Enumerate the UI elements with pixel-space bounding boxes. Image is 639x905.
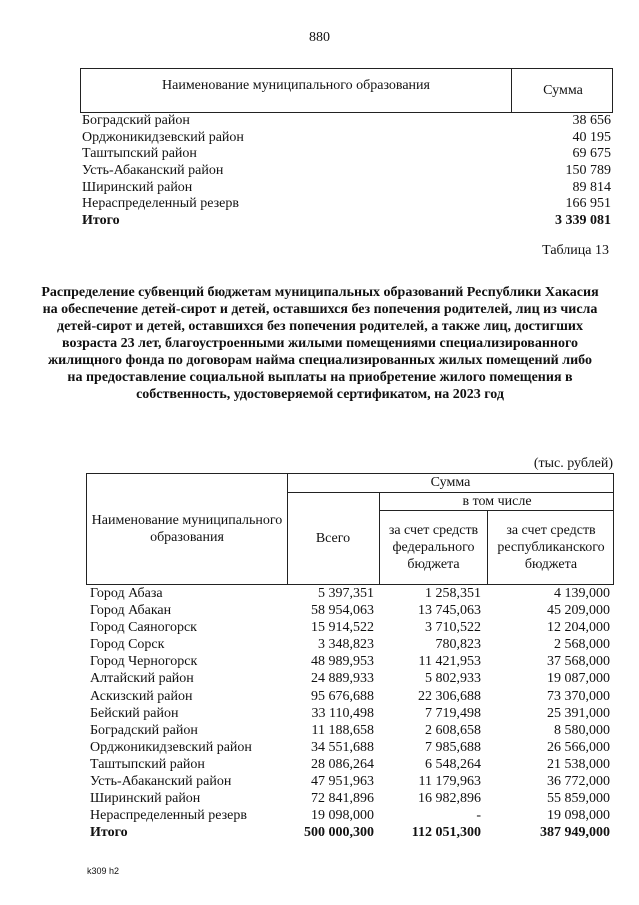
table-main-body bbox=[86, 585, 614, 824]
row-republic: 25 391,000 bbox=[547, 705, 610, 721]
row-federal: 5 802,933 bbox=[425, 671, 481, 687]
total-republic: 387 949,000 bbox=[540, 825, 610, 841]
row-name: Орджоникидзевский район bbox=[90, 739, 252, 755]
header-republic: за счет средств республиканского бюджета bbox=[497, 523, 605, 572]
row-name: Ширинский район bbox=[90, 791, 201, 807]
header-including: в том числе bbox=[380, 493, 614, 511]
table-row bbox=[80, 146, 613, 163]
table-row bbox=[80, 163, 613, 180]
table-row bbox=[80, 130, 613, 147]
row-total: 28 086,264 bbox=[311, 756, 374, 772]
row-federal: 3 710,522 bbox=[425, 620, 481, 636]
row-republic: 19 087,000 bbox=[547, 671, 610, 687]
row-value: 166 951 bbox=[565, 196, 611, 212]
table-row bbox=[86, 756, 614, 773]
table-row bbox=[80, 196, 613, 213]
row-value: 89 814 bbox=[572, 179, 611, 195]
row-total: 47 951,963 bbox=[311, 774, 374, 790]
unit-label: (тыс. рублей) bbox=[533, 456, 613, 471]
row-total: 34 551,688 bbox=[311, 739, 374, 755]
table-row bbox=[86, 653, 614, 670]
row-name: Аскизский район bbox=[90, 688, 193, 704]
total-name: Итого bbox=[90, 825, 128, 841]
row-republic: 12 204,000 bbox=[547, 620, 610, 636]
total-federal: 112 051,300 bbox=[411, 825, 481, 841]
table-total-row bbox=[80, 213, 613, 230]
row-total: 3 348,823 bbox=[318, 637, 374, 653]
row-federal: 11 179,963 bbox=[418, 774, 481, 790]
row-total: 19 098,000 bbox=[311, 808, 374, 824]
row-federal: 1 258,351 bbox=[425, 586, 481, 601]
table-row bbox=[86, 773, 614, 790]
row-name: Таштыпский район bbox=[82, 146, 197, 162]
row-total: 24 889,933 bbox=[311, 671, 374, 687]
row-value: 40 195 bbox=[572, 129, 611, 145]
row-federal: 11 421,953 bbox=[418, 654, 481, 670]
table-row bbox=[86, 670, 614, 687]
table-label: Таблица 13 bbox=[542, 243, 609, 258]
row-federal: 6 548,264 bbox=[425, 756, 481, 772]
row-federal: 13 745,063 bbox=[418, 603, 481, 619]
row-republic: 36 772,000 bbox=[547, 774, 610, 790]
row-value: 69 675 bbox=[572, 146, 611, 162]
row-value: 150 789 bbox=[565, 163, 611, 179]
row-federal: - bbox=[476, 808, 481, 824]
row-name: Город Саяногорск bbox=[90, 620, 197, 636]
table-row bbox=[86, 739, 614, 756]
row-name: Город Абакан bbox=[90, 603, 172, 619]
header-federal: за счет средств федерального бюджета bbox=[380, 511, 488, 584]
footer-code: k309 h2 bbox=[87, 866, 120, 876]
row-name: Таштыпский район bbox=[90, 756, 205, 772]
row-republic: 8 580,000 bbox=[554, 722, 610, 738]
row-federal: 7 719,498 bbox=[425, 705, 481, 721]
row-name: Боградский район bbox=[82, 113, 190, 128]
row-republic: 26 566,000 bbox=[547, 739, 610, 755]
header-sum: Сумма bbox=[511, 69, 614, 112]
header-name: Наименование муниципального образования bbox=[162, 78, 430, 93]
table-row bbox=[86, 790, 614, 807]
row-name: Нераспределенный резерв bbox=[90, 808, 247, 824]
table-main bbox=[86, 473, 614, 841]
row-name: Ширинский район bbox=[82, 179, 193, 195]
total-sum: 500 000,300 bbox=[304, 825, 374, 841]
table-row bbox=[86, 722, 614, 739]
table-row bbox=[86, 585, 614, 602]
page-number: 880 bbox=[309, 30, 330, 45]
table-row bbox=[86, 619, 614, 636]
row-name: Город Черногорск bbox=[90, 654, 198, 670]
table-main-header bbox=[86, 473, 614, 585]
row-republic: 37 568,000 bbox=[547, 654, 610, 670]
row-total: 58 954,063 bbox=[311, 603, 374, 619]
row-total: 95 676,688 bbox=[311, 688, 374, 704]
row-total: 33 110,498 bbox=[311, 705, 374, 721]
header-total: Всего bbox=[287, 493, 380, 584]
total-value: 3 339 081 bbox=[555, 213, 611, 229]
table-row bbox=[86, 807, 614, 824]
table-row bbox=[86, 688, 614, 705]
row-republic: 21 538,000 bbox=[547, 756, 610, 772]
header-sum: Сумма bbox=[287, 474, 614, 493]
table-row bbox=[86, 705, 614, 722]
row-total: 15 914,522 bbox=[311, 620, 374, 636]
table-total-row bbox=[86, 824, 614, 841]
row-federal: 16 982,896 bbox=[418, 791, 481, 807]
row-name: Город Сорск bbox=[90, 637, 165, 653]
row-name: Город Абаза bbox=[90, 586, 163, 601]
row-total: 48 989,953 bbox=[311, 654, 374, 670]
table-top-header bbox=[80, 68, 613, 113]
row-name: Усть-Абаканский район bbox=[90, 774, 232, 790]
row-federal: 7 985,688 bbox=[425, 739, 481, 755]
table-row bbox=[86, 602, 614, 619]
row-republic: 4 139,000 bbox=[554, 586, 610, 601]
row-republic: 19 098,000 bbox=[547, 808, 610, 824]
row-name: Усть-Абаканский район bbox=[82, 163, 224, 179]
row-name: Боградский район bbox=[90, 722, 198, 738]
row-total: 72 841,896 bbox=[311, 791, 374, 807]
header-name: Наименование муниципального образования bbox=[87, 474, 288, 584]
row-total: 11 188,658 bbox=[311, 722, 374, 738]
row-republic: 55 859,000 bbox=[547, 791, 610, 807]
row-name: Нераспределенный резерв bbox=[82, 196, 239, 212]
row-federal: 780,823 bbox=[435, 637, 481, 653]
row-name: Бейский район bbox=[90, 705, 179, 721]
row-total: 5 397,351 bbox=[318, 586, 374, 601]
table-top bbox=[80, 68, 613, 230]
table-row bbox=[86, 636, 614, 653]
row-republic: 45 209,000 bbox=[547, 603, 610, 619]
row-federal: 22 306,688 bbox=[418, 688, 481, 704]
row-name: Алтайский район bbox=[90, 671, 194, 687]
total-name: Итого bbox=[82, 213, 120, 229]
row-republic: 2 568,000 bbox=[554, 637, 610, 653]
table-row bbox=[80, 113, 613, 130]
table-row bbox=[80, 180, 613, 197]
row-republic: 73 370,000 bbox=[547, 688, 610, 704]
row-value: 38 656 bbox=[572, 113, 611, 128]
row-federal: 2 608,658 bbox=[425, 722, 481, 738]
document-title: Распределение субвенций бюджетам муниципальных образований Республики Хакасия на обеспечение детей-сирот и детей, оставшихся без попечения родителей, лиц из числа детей-сирот и детей, оставшихся без попечения родителей, а также лиц, достигших возраста 23 лет, благоустроенными жилыми помещениями специализированного жилищного фонда по договорам найма специализированных жилых помещений либо на предоставление социальной выплаты на приобретение жилого помещения в собственность, удостоверяемой сертификатом, на 2023 год bbox=[41, 285, 599, 402]
row-name: Орджоникидзевский район bbox=[82, 129, 244, 145]
